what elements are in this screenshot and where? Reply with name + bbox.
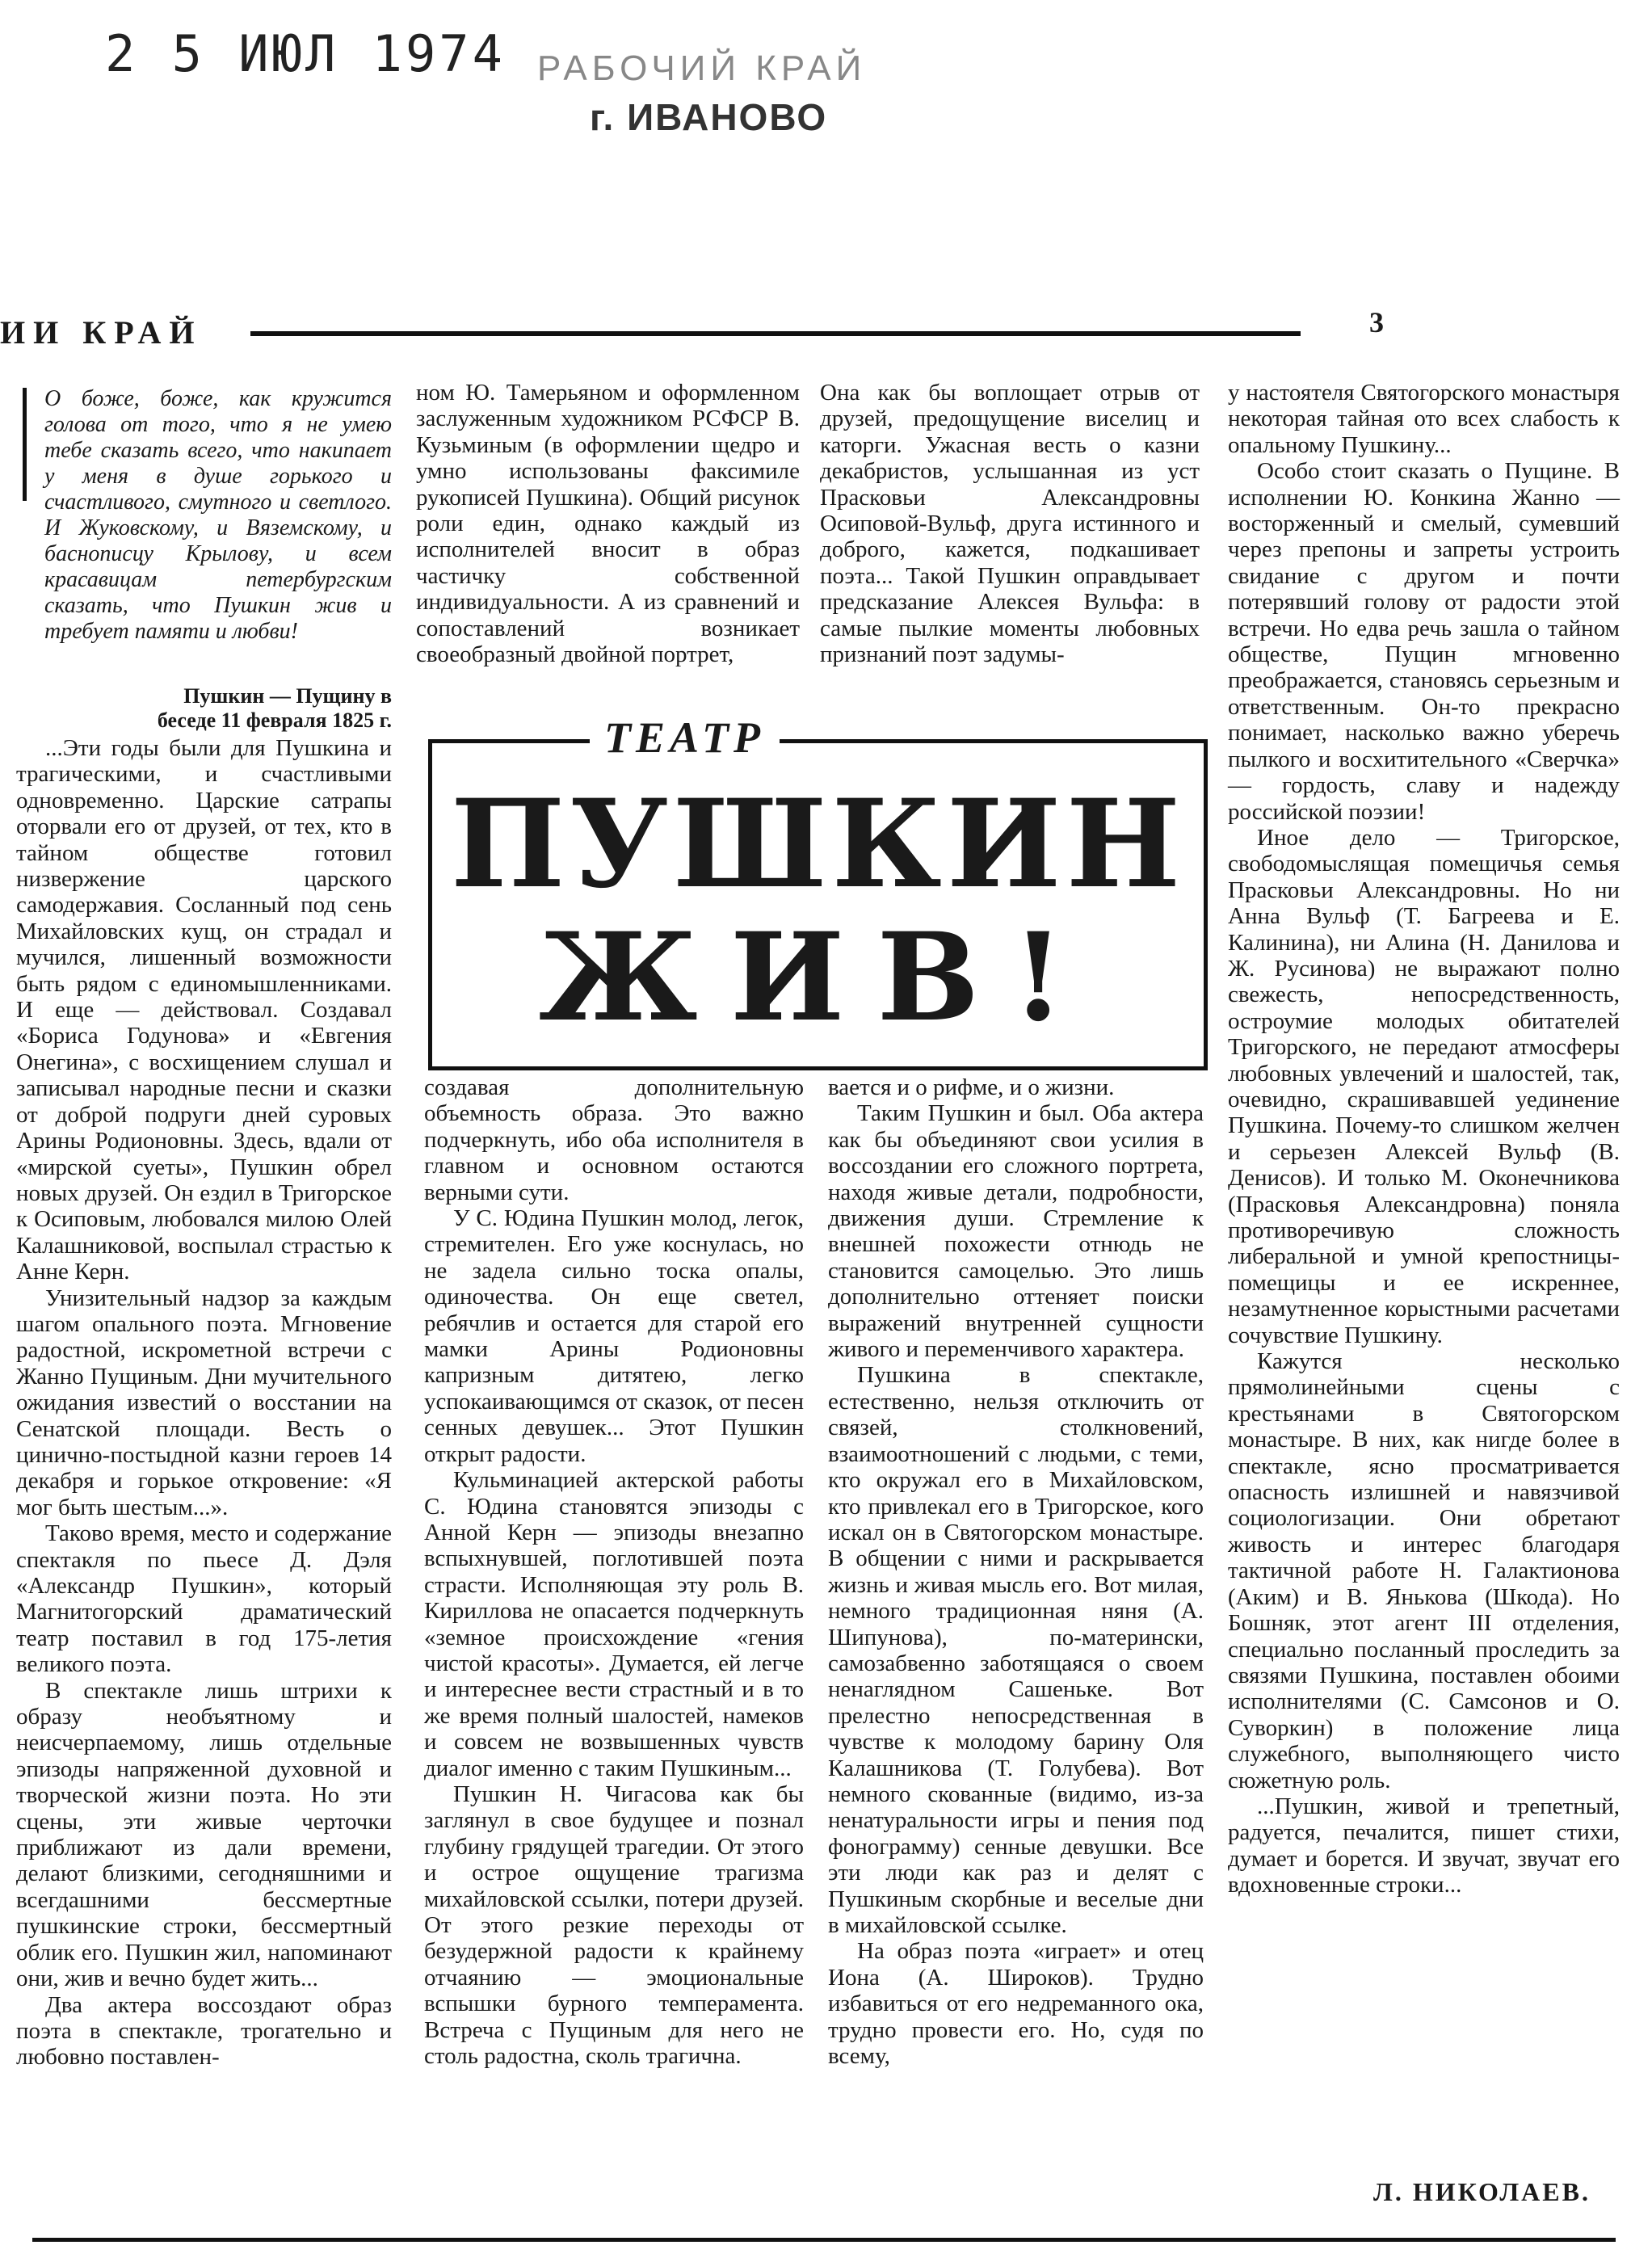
article-paragraph: В спектакле лишь штрихи к образу необъятному и неисчерпаемому, лишь отдельные эпизоды напряженной духовной и творческой жизни поэта. Но эти сцены, эти живые черточки приближают из дали времени, делают близкими, сегодняшними и всегдашними бессмертные пушкинские строки, бессмертный облик его. Пушкин жил, напоминают они, жив и вечно будет жить... [16,1677,392,1992]
article-paragraph: ном Ю. Тамерьяном и оформленном заслуженным художником РСФСР В. Кузьминым (в оформлении щедро и умно использованы факсимиле рукописей Пушкина). Общий рисунок роли един, однако каждый из исполнителей вносит в образ частичку собственной индивидуальности. А из сравнений и сопоставлений возникает своеобразный двойной портрет, [416,380,800,668]
headline-box [428,713,1208,1070]
source-newspaper-name: РАБОЧИЙ КРАЙ [537,48,867,88]
epigraph-bar [23,388,27,501]
bottom-rule [32,2238,1616,2242]
article-column-3-bottom [828,1074,1204,2069]
article-paragraph: создавая дополнительную объемность образа. Это важно подчеркнуть, ибо оба исполнителя в главном и основном остаются верными сути. [424,1074,804,1205]
masthead-rule [250,331,1301,336]
article-paragraph: ...Пушкин, живой и трепетный, радуется, печалится, пишет стихи, думает и борется. И звучат, звучат его вдохновенные строки... [1228,1793,1620,1898]
article-column-4 [1228,380,1620,1898]
article-column-2-top [416,380,800,667]
masthead-name: ИИ КРАЙ [0,314,203,351]
headline-line-1: ПУШКИН [450,773,1186,915]
article-paragraph: Кажутся несколько прямолинейными сцены с крестьянами в Святогорском монастыре. В них, как нигде более в спектакле, ясно просматривается опасность излишней и навязчивой социологизации. Они обретают живость и интерес благодаря тактичной работе Н. Галактионова (Аким) и В. Янькова (Шкода). Но Бошняк, этот агент III отделения, специально посланный проследить за связями Пушкина, поставлен обоими исполнителями (С. Самсонов и О. Суворкин) в положение лица служебного, выполняющего чисто сюжетную роль. [1228,1348,1620,1793]
epigraph-text: О боже, боже, как кружится голова от того, что я не умею тебе сказать всего, что накипает у меня в душе горького и счастливого, смутного и светлого. И Жуковскому, и Вяземскому, и баснописцу Крылову, и всем красавицам петербургским сказать, что Пушкин жив и требует памяти и любви! [44,386,392,644]
article-paragraph: У С. Юдина Пушкин молод, легок, стремителен. Его уже коснулась, но не задела сильно тоска опалы, одиночества. Он еще светел, ребячлив и остается для старой его мамки Арины Родионовны капризным дитятею, легко успокаивающимся от сказок, от песен сенных девушек... Этот Пушкин открыт радости. [424,1205,804,1467]
article-paragraph: ...Эти годы были для Пушкина и трагическими, и счастливыми одновременно. Царские сатрапы оторвали его от друзей, от тех, кто в тайном обществе готовил низвержение царского самодержавия. Сосланный под сень Михайловских кущ, он страдал и мучился, лишенный возможности быть рядом с единомышленниками. И еще — действовал. Создавал «Бориса Годунова» и «Евгения Онегина», с восхищением слушал и записывал народные песни и сказки от доброй подруги дней суровых Арины Родионовны. Здесь, вдали от «мирской суеты», Пушкин обрел новых друзей. Он ездил в Тригорское к Осиповым, любовался милою Олей Калашниковой, воспылал страстью к Анне Керн. [16,735,392,1285]
headline-line-2: ЖИВ! [538,906,1098,1049]
article-column-3-top [820,380,1200,667]
article-paragraph: Два актера воссоздают образ поэта в спектакле, трогательно и любовно поставлен- [16,1991,392,2071]
article-paragraph: Унизительный надзор за каждым шагом опального поэта. Мгновение радостной, искрометной встречи с Жанно Пущиным. Дни мучительного ожидания известий о восстании на Сенатской площади. Весть о цинично-постыдной казни героев 14 декабря и горькое откровение: «Я мог быть шестым...». [16,1284,392,1520]
article-paragraph: Таково время, место и содержание спектакля по пьесе Д. Дэля «Александр Пушкин», который Магнитогорский драматический театр поставил в год 175-летия великого поэта. [16,1520,392,1678]
article-column-2-bottom [424,1074,804,2069]
article-paragraph: Кульминацией актерской работы С. Юдина становятся эпизоды с Анной Керн — эпизоды внезапно вспыхнувшей, поглотившей поэта страсти. Исполняющая эту роль В. Кириллова не опасается подчеркнуть «земное происхождение «гения чистой красоты». Думается, ей легче и интереснее вести страстный и в то же время полный шалостей, намеков и совсем не возвышенных чувств диалог именно с таким Пушкиным... [424,1467,804,1781]
article-paragraph: у настоятеля Святогорского монастыря некоторая тайная ото всех слабость к опальному Пушкину... [1228,380,1620,458]
epigraph-attribution: Пушкин — Пущину в беседе 11 февраля 1825 г. [157,684,392,732]
article-paragraph: На образ поэта «играет» и отец Иона (А. Широков). Трудно избавиться от его недреманного ока, трудно провести его. Но, судя по всему, [828,1938,1204,2070]
article-paragraph: вается и о рифме, и о жизни. [828,1074,1115,1100]
article-paragraph: Пушкина в спектакле, естественно, нельзя отключить от связей, столкновений, взаимоотношений с людьми, с теми, кто окружал его в Михайловском, кто привлекал его в Тригорское, кого искал он в Святогорском монастыре. В общении с ними и раскрывается жизнь и живая мысль его. Вот милая, немного традиционная няня (А. Шипунова), по-матерински, самозабвенно заботящаяся о своем ненаглядном Сашеньке. Вот прелестно непосредственная в чувстве к молодому барину Оля Калашникова (Т. Голубева). Вот немного скованные (видимо, из-за ненатуральности игры и пения под фонограмму) сенные девушки. Все эти люди как раз и делят с Пушкиным скорбные и веселые дни в михайловской ссылке. [828,1362,1204,1938]
author-signature: Л. НИКОЛАЕВ. [1373,2177,1591,2206]
article-paragraph: Она как бы воплощает отрыв от друзей, предощущение виселиц и каторги. Ужасная весть о казни декабристов, услышанная из уст Прасковьи Александровны Осиповой-Вульф, друга истинного и доброго, кажется, подкашивает поэта... Такой Пушкин оправдывает предсказание Алексея Вульфа: в самые пылкие моменты любовных признаний поэт задумы- [820,380,1200,668]
rubric-label: ТЕАТР [590,713,780,763]
date-stamp: 2 5 ИЮЛ 1974 [105,24,506,83]
source-city: г. ИВАНОВО [590,96,828,138]
article-paragraph: Таким Пушкин и был. Оба актера как бы объединяют свои усилия в воссоздании его сложного портрета, находя живые детали, подробности, движения души. Стремление к внешней похожести отнюдь не становится самоцелью. Это лишь дополнительно оттеняет поиски выражений внутренней сущности живого и переменчивого характера. [828,1100,1204,1363]
page-number: 3 [1369,306,1384,338]
article-paragraph: Иное дело — Тригорское, свободомыслящая помещичья семья Прасковьи Александровны. Но ни Анна Вульф (Т. Багреева и Е. Калинина), ни Алина (Н. Данилова и Ж. Русинова) не выражают полно свежесть, непосредственность, остроумие молодых обитателей Тригорского, не передают атмосферы любовных увлечений и шалостей, так, очевидно, скрашивавшей уединение Пушкина. Почему-то слишком желчен и серьезен Алексей Вульф (В. Денисов). И только М. Оконечникова (Прасковья Александровна) поняла противоречивую сложность либеральной и умной крепостницы-помещицы и ее искреннее, незамутненное корыстными расчетами сочувствие Пушкину. [1228,824,1620,1348]
article-paragraph: Пушкин Н. Чигасова как бы заглянул в свое будущее и познал глубину грядущей трагедии. От этого и острое ощущение трагизма михайловской ссылки, потери друзей. От этого резкие переходы от безудержной радости к крайнему отчаянию — эмоциональные вспышки бурного темперамента. Встреча с Пущиным для него не столь радостна, сколь трагична. [424,1781,804,2070]
article-paragraph: Особо стоит сказать о Пущине. В исполнении Ю. Конкина Жанно — восторженный и смелый, сумевший через препоны и запреты устроить свидание с другом и почти потерявший голову от радости этой встречи. Но едва речь зашла о тайном обществе, Пущин мгновенно преображается, становясь серьезным и ответственным. Он-то прекрасно понимает, насколько важно уберечь пылкого и восхитительного «Сверчка» — гордость, славу и надежду российской поэзии! [1228,458,1620,825]
article-column-1 [16,735,392,2071]
